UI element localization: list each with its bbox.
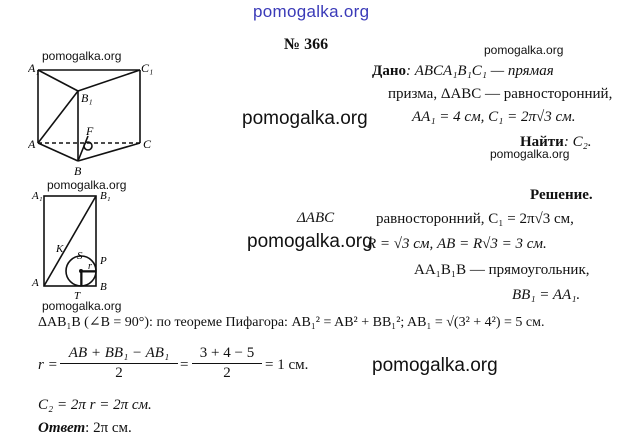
fraction-1-denominator: 2 <box>115 365 123 381</box>
find-line <box>520 134 592 151</box>
problem-number: № 366 <box>284 36 329 53</box>
solution-line-2: R = √3 см, AB = R√3 = 3 см. <box>367 236 547 252</box>
given-line-1 <box>372 63 554 80</box>
watermark-small-1: pomogalka.org <box>42 49 122 63</box>
answer-label: Ответ <box>38 420 86 436</box>
rect-label-a1: A₁ <box>32 190 43 202</box>
solution-line-4: BB₁ = AA₁. <box>512 287 581 303</box>
prism-label-b: B <box>74 164 82 178</box>
watermark-small-2: pomogalka.org <box>484 43 564 57</box>
prism-figure <box>28 58 153 178</box>
r-label: r = <box>38 357 58 373</box>
rect-label-a: A <box>32 277 39 289</box>
watermark-big-2: pomogalka.org <box>247 231 373 252</box>
given-label: Дано <box>372 63 406 79</box>
fraction-1-bar <box>60 363 178 364</box>
given-line-1-text: : ABCA₁B₁C₁ — прямая <box>405 63 554 79</box>
prism-label-a: A <box>28 137 36 151</box>
solution-line-1a: ΔABC <box>297 210 335 226</box>
rectangle-figure <box>30 188 140 300</box>
solution-line-1b: равносторонний, C₁ = 2π√3 см, <box>376 211 574 227</box>
solution-line-5: ΔAB₁B (∠B = 90°): по теореме Пифагора: AB₁² = AB² + BB₁²; AB₁ = √(3² + 4²) = 5 см. <box>38 315 545 330</box>
solution-line-3: AA₁B₁B — прямоугольник, <box>414 262 590 278</box>
watermark-small-4: pomogalka.org <box>47 178 127 192</box>
given-line-2: призма, ΔABC — равносторонний, <box>388 86 613 102</box>
find-value: : C₂. <box>563 134 592 150</box>
watermark-top: pomogalka.org <box>253 2 370 21</box>
solution-heading: Решение. <box>530 187 593 203</box>
prism-label-c1: C₁ <box>141 61 153 75</box>
rect-label-s: S <box>77 250 83 262</box>
fraction-2 <box>192 345 262 382</box>
find-label: Найти <box>520 134 564 150</box>
rect-label-t: T <box>74 290 81 300</box>
watermark-big-3: pomogalka.org <box>372 355 498 376</box>
r-result: = 1 см. <box>265 357 309 373</box>
rect-label-k: K <box>56 243 64 255</box>
fraction-2-bar <box>192 363 262 364</box>
rect-label-b: B <box>100 281 107 293</box>
answer-line <box>38 420 132 437</box>
prism-label-a1: A₁ <box>28 61 40 75</box>
rect-label-p: P <box>100 255 107 267</box>
fraction-2-denominator: 2 <box>223 365 231 381</box>
fraction-1-numerator: AB + BB₁ − AB₁ <box>68 345 170 361</box>
prism-label-c: C <box>143 137 152 151</box>
watermark-small-3: pomogalka.org <box>490 147 570 161</box>
given-line-3: AA₁ = 4 см, C₁ = 2π√3 см. <box>412 109 576 125</box>
fraction-2-numerator: 3 + 4 − 5 <box>199 345 255 361</box>
watermark-small-5: pomogalka.org <box>42 299 122 313</box>
watermark-big-1: pomogalka.org <box>242 108 368 129</box>
rect-label-r: r <box>88 261 92 272</box>
answer-value: : 2π см. <box>85 420 132 436</box>
c2-line: C₂ = 2π r = 2π см. <box>38 397 152 413</box>
prism-label-b1: B₁ <box>81 91 93 105</box>
fraction-1 <box>60 345 178 382</box>
equals-sign: = <box>180 357 189 373</box>
prism-label-f: F <box>86 124 94 138</box>
rect-label-b1: B₁ <box>100 190 111 202</box>
